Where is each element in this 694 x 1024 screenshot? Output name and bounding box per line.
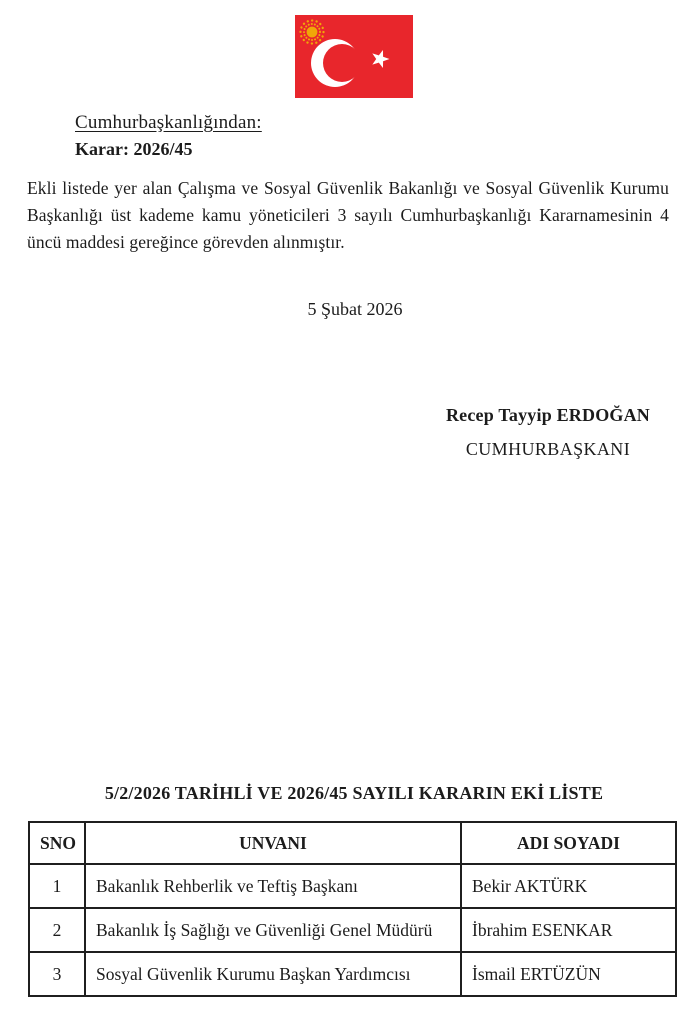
column-header-adi-soyadi: ADI SOYADI [461, 822, 676, 864]
cell-sno: 3 [29, 952, 85, 996]
cell-sno: 1 [29, 864, 85, 908]
decree-body-text: Ekli listede yer alan Çalışma ve Sosyal Güvenlik Bakanlığı ve Sosyal Güvenlik Kurumu Başkanlığı üst kademe kamu yöneticileri 3 sayılı Cumhurbaşkanlığı Kararnamesinin 4 üncü maddesi gereğince görevden alınmıştır. [27, 178, 669, 252]
cell-unvani: Bakanlık Rehberlik ve Teftiş Başkanı [85, 864, 461, 908]
table-row [29, 864, 676, 908]
cell-unvani: Sosyal Güvenlik Kurumu Başkan Yardımcısı [85, 952, 461, 996]
table-header-row [29, 822, 676, 864]
decree-date: 5 Şubat 2026 [307, 299, 403, 319]
annex-table [28, 821, 677, 997]
cell-sno: 2 [29, 908, 85, 952]
cell-adi-soyadi: Bekir AKTÜRK [461, 864, 676, 908]
column-header-sno: SNO [29, 822, 85, 864]
signer-title: CUMHURBAŞKANI [465, 439, 631, 459]
turkish-presidential-flag-icon [295, 15, 413, 98]
annex-list-title: 5/2/2026 TARİHLİ VE 2026/45 SAYILI KARARIN EKİ LİSTE [104, 783, 604, 803]
table-row [29, 908, 676, 952]
issuing-authority-heading: Cumhurbaşkanlığından: [75, 112, 262, 133]
cell-unvani: Bakanlık İş Sağlığı ve Güvenliği Genel Müdürü [85, 908, 461, 952]
table-row [29, 952, 676, 996]
decision-number: Karar: 2026/45 [75, 139, 193, 159]
column-header-unvani: UNVANI [85, 822, 461, 864]
signature-block [433, 405, 663, 460]
signer-name: Recep Tayyip ERDOĞAN [445, 405, 651, 425]
cell-adi-soyadi: İsmail ERTÜZÜN [461, 952, 676, 996]
cell-adi-soyadi: İbrahim ESENKAR [461, 908, 676, 952]
